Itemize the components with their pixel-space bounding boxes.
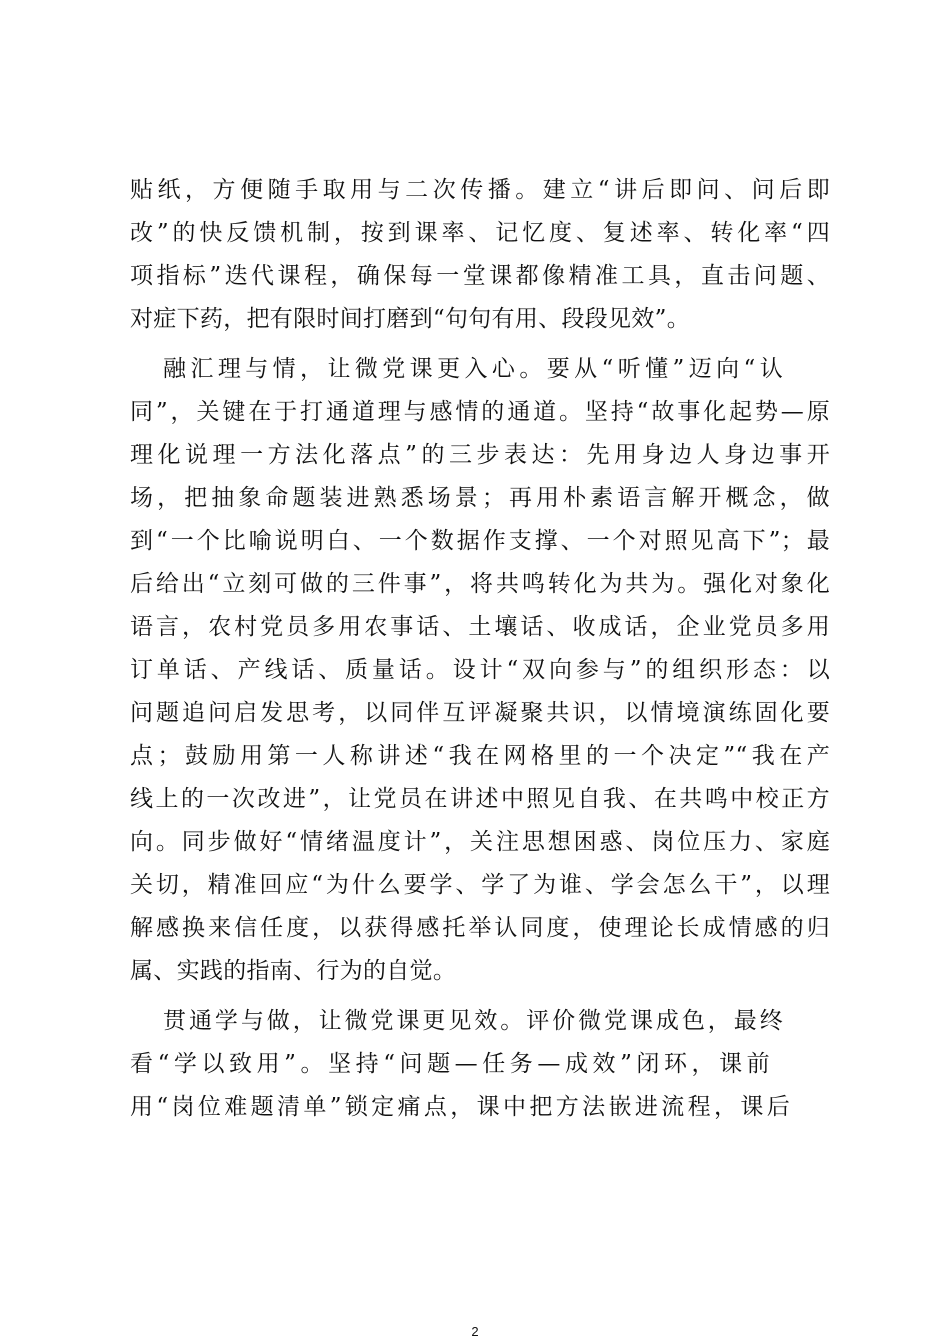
body-line: 同”，关键在于打通道理与感情的通道。坚持“故事化起势—原 [130, 399, 830, 425]
body-line: 订单话、产线话、质量话。设计“双向参与”的组织形态：以 [130, 657, 830, 683]
body-line: 场，把抽象命题装进熟悉场景；再用朴素语言解开概念，做 [130, 485, 830, 511]
page-number: 2 [471, 1324, 479, 1339]
body-line: 后给出“立刻可做的三件事”，将共鸣转化为共为。强化对象化 [130, 571, 830, 597]
paragraph-heading-line: 融汇理与情，让微党课更入心。要从“听懂”迈向“认 [163, 356, 783, 382]
paragraph-heading-line: 贯通学与做，让微党课更见效。评价微党课成色，最终 [163, 1008, 783, 1034]
body-line: 贴纸，方便随手取用与二次传播。建立“讲后即问、问后即 [130, 177, 830, 203]
body-line: 看“学以致用”。坚持“问题—任务—成效”闭环，课前 [130, 1051, 770, 1077]
body-line: 用“岗位难题清单”锁定痛点，课中把方法嵌进流程，课后 [130, 1094, 790, 1120]
body-line: 向。同步做好“情绪温度计”，关注思想困惑、岗位压力、家庭 [130, 829, 830, 855]
body-line: 理化说理一方法化落点”的三步表达：先用身边人身边事开 [130, 442, 830, 468]
body-line: 问题追问启发思考，以同伴互评凝聚共识，以情境演练固化要 [130, 700, 830, 726]
body-line: 到“一个比喻说明白、一个数据作支撑、一个对照见高下”；最 [130, 528, 830, 554]
body-line: 点；鼓励用第一人称讲述“我在网格里的一个决定”“我在产 [130, 743, 830, 769]
body-line: 对症下药，把有限时间打磨到“句句有用、段段见效”。 [130, 306, 691, 332]
body-line: 属、实践的指南、行为的自觉。 [130, 958, 457, 984]
body-line: 项指标”迭代课程，确保每一堂课都像精准工具，直击问题、 [130, 263, 830, 289]
body-line: 解感换来信任度，以获得感托举认同度，使理论长成情感的归 [130, 915, 830, 941]
body-line: 改”的快反馈机制，按到课率、记忆度、复述率、转化率“四 [130, 220, 830, 246]
body-line: 语言，农村党员多用农事话、土壤话、收成话，企业党员多用 [130, 614, 830, 640]
body-line: 关切，精准回应“为什么要学、学了为谁、学会怎么干”，以理 [130, 872, 830, 898]
body-line: 线上的一次改进”，让党员在讲述中照见自我、在共鸣中校正方 [130, 786, 830, 812]
